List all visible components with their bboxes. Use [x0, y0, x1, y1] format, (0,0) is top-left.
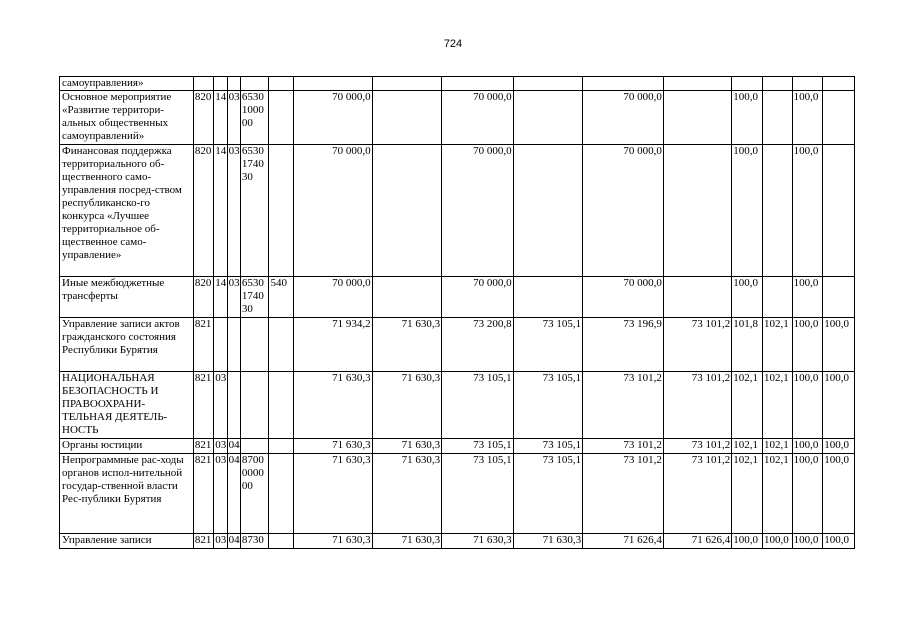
- section-code: 03: [214, 534, 227, 549]
- target-article-code: [240, 77, 269, 91]
- amount-6: [663, 145, 731, 277]
- percent-1: 102,1: [732, 454, 763, 534]
- expense-type-code: [269, 91, 294, 145]
- amount-4: 73 105,1: [513, 318, 582, 372]
- table-row: [60, 454, 855, 534]
- percent-2: [762, 145, 792, 277]
- amount-4: 73 105,1: [513, 372, 582, 439]
- amount-2: 71 630,3: [372, 318, 441, 372]
- admin-code: 820: [193, 145, 213, 277]
- amount-4: [513, 77, 582, 91]
- amount-6: 73 101,2: [663, 372, 731, 439]
- table-row: [60, 145, 855, 277]
- percent-4: 100,0: [823, 372, 855, 439]
- amount-1: 70 000,0: [293, 277, 372, 318]
- amount-3: 73 105,1: [442, 372, 514, 439]
- percent-3: 100,0: [792, 372, 823, 439]
- table-row: [60, 372, 855, 439]
- section-code: 14: [214, 91, 227, 145]
- amount-5: 70 000,0: [583, 277, 664, 318]
- expense-type-code: [269, 372, 294, 439]
- amount-2: 71 630,3: [372, 454, 441, 534]
- amount-5: [583, 77, 664, 91]
- amount-4: 71 630,3: [513, 534, 582, 549]
- percent-4: [823, 77, 855, 91]
- percent-1: 100,0: [732, 145, 763, 277]
- table-row: [60, 534, 855, 549]
- amount-2: [372, 277, 441, 318]
- subsection-code: 03: [227, 145, 240, 277]
- table-row: [60, 439, 855, 454]
- percent-1: [732, 77, 763, 91]
- percent-4: [823, 91, 855, 145]
- amount-6: [663, 91, 731, 145]
- target-article-code: 8730: [240, 534, 269, 549]
- section-code: 03: [214, 454, 227, 534]
- section-code: [214, 77, 227, 91]
- subsection-code: [227, 77, 240, 91]
- subsection-code: 03: [227, 277, 240, 318]
- amount-6: 73 101,2: [663, 318, 731, 372]
- amount-3: 73 200,8: [442, 318, 514, 372]
- percent-2: [762, 277, 792, 318]
- percent-3: 100,0: [792, 91, 823, 145]
- amount-5: 73 196,9: [583, 318, 664, 372]
- percent-2: [762, 91, 792, 145]
- amount-5: 73 101,2: [583, 454, 664, 534]
- amount-2: 71 630,3: [372, 372, 441, 439]
- amount-5: 73 101,2: [583, 439, 664, 454]
- amount-4: [513, 91, 582, 145]
- admin-code: 821: [193, 454, 213, 534]
- target-article-code: [240, 439, 269, 454]
- section-code: 14: [214, 277, 227, 318]
- target-article-code: 6530 1740 30: [240, 277, 269, 318]
- amount-1: 70 000,0: [293, 91, 372, 145]
- percent-2: 102,1: [762, 439, 792, 454]
- percent-2: 102,1: [762, 318, 792, 372]
- admin-code: 821: [193, 318, 213, 372]
- row-name: Финансовая поддержка территориального об-щественного само-управления посред-ством республиканско-го конкурса «Лучшее территориальное об-щественное само-управление»: [60, 145, 194, 277]
- percent-4: 100,0: [823, 454, 855, 534]
- amount-3: 71 630,3: [442, 534, 514, 549]
- amount-5: 73 101,2: [583, 372, 664, 439]
- table-row: [60, 91, 855, 145]
- subsection-code: 03: [227, 91, 240, 145]
- percent-1: 100,0: [732, 277, 763, 318]
- page-number: 724: [443, 38, 463, 50]
- expense-type-code: [269, 534, 294, 549]
- percent-4: 100,0: [823, 318, 855, 372]
- expense-type-code: 540: [269, 277, 294, 318]
- section-code: 03: [214, 439, 227, 454]
- amount-3: 70 000,0: [442, 145, 514, 277]
- amount-2: [372, 77, 441, 91]
- percent-1: 100,0: [732, 91, 763, 145]
- section-code: [214, 318, 227, 372]
- row-name: Органы юстиции: [60, 439, 194, 454]
- subsection-code: 04: [227, 439, 240, 454]
- row-name: Иные межбюджетные трансферты: [60, 277, 194, 318]
- subsection-code: 04: [227, 534, 240, 549]
- amount-6: 73 101,2: [663, 454, 731, 534]
- section-code: 03: [214, 372, 227, 439]
- percent-1: 100,0: [732, 534, 763, 549]
- percent-4: [823, 277, 855, 318]
- amount-6: 71 626,4: [663, 534, 731, 549]
- expense-type-code: [269, 454, 294, 534]
- expense-type-code: [269, 439, 294, 454]
- admin-code: 821: [193, 534, 213, 549]
- target-article-code: 8700 0000 00: [240, 454, 269, 534]
- amount-1: 71 630,3: [293, 372, 372, 439]
- budget-table: [59, 76, 855, 549]
- amount-6: [663, 77, 731, 91]
- table-row: [60, 318, 855, 372]
- row-name: Управление записи: [60, 534, 194, 549]
- amount-2: [372, 145, 441, 277]
- admin-code: 820: [193, 277, 213, 318]
- expense-type-code: [269, 77, 294, 91]
- target-article-code: [240, 318, 269, 372]
- table-row: [60, 277, 855, 318]
- amount-3: 70 000,0: [442, 277, 514, 318]
- percent-4: [823, 145, 855, 277]
- admin-code: [193, 77, 213, 91]
- amount-1: 71 630,3: [293, 534, 372, 549]
- subsection-code: [227, 372, 240, 439]
- section-code: 14: [214, 145, 227, 277]
- percent-3: 100,0: [792, 318, 823, 372]
- amount-1: 71 630,3: [293, 454, 372, 534]
- amount-5: 71 626,4: [583, 534, 664, 549]
- amount-4: [513, 277, 582, 318]
- percent-4: 100,0: [823, 534, 855, 549]
- row-name: Непрограммные рас-ходы органов испол-нительной государ-ственной власти Рес-публики Бурятия: [60, 454, 194, 534]
- amount-1: 70 000,0: [293, 145, 372, 277]
- amount-3: 70 000,0: [442, 91, 514, 145]
- target-article-code: 6530 1740 30: [240, 145, 269, 277]
- subsection-code: 04: [227, 454, 240, 534]
- percent-1: 102,1: [732, 439, 763, 454]
- expense-type-code: [269, 318, 294, 372]
- row-name: Управление записи актов гражданского состояния Республики Бурятия: [60, 318, 194, 372]
- percent-2: 102,1: [762, 454, 792, 534]
- row-name: НАЦИОНАЛЬНАЯ БЕЗОПАСНОСТЬ И ПРАВООХРАНИ-ТЕЛЬНАЯ ДЕЯТЕЛЬ-НОСТЬ: [60, 372, 194, 439]
- percent-3: [792, 77, 823, 91]
- amount-5: 70 000,0: [583, 91, 664, 145]
- percent-1: 101,8: [732, 318, 763, 372]
- table-row: [60, 77, 855, 91]
- percent-2: 100,0: [762, 534, 792, 549]
- row-name: Основное мероприятие «Развитие территори-альных общественных самоуправлений»: [60, 91, 194, 145]
- amount-2: 71 630,3: [372, 439, 441, 454]
- target-article-code: [240, 372, 269, 439]
- amount-3: [442, 77, 514, 91]
- amount-2: 71 630,3: [372, 534, 441, 549]
- amount-6: [663, 277, 731, 318]
- percent-3: 100,0: [792, 534, 823, 549]
- amount-1: [293, 77, 372, 91]
- admin-code: 821: [193, 439, 213, 454]
- percent-2: 102,1: [762, 372, 792, 439]
- percent-3: 100,0: [792, 454, 823, 534]
- amount-1: 71 934,2: [293, 318, 372, 372]
- amount-4: 73 105,1: [513, 439, 582, 454]
- subsection-code: [227, 318, 240, 372]
- amount-1: 71 630,3: [293, 439, 372, 454]
- amount-4: 73 105,1: [513, 454, 582, 534]
- amount-2: [372, 91, 441, 145]
- percent-3: 100,0: [792, 439, 823, 454]
- percent-3: 100,0: [792, 277, 823, 318]
- percent-3: 100,0: [792, 145, 823, 277]
- percent-4: 100,0: [823, 439, 855, 454]
- amount-4: [513, 145, 582, 277]
- amount-3: 73 105,1: [442, 439, 514, 454]
- row-name: самоуправления»: [60, 77, 194, 91]
- percent-1: 102,1: [732, 372, 763, 439]
- percent-2: [762, 77, 792, 91]
- admin-code: 821: [193, 372, 213, 439]
- amount-6: 73 101,2: [663, 439, 731, 454]
- target-article-code: 6530 1000 00: [240, 91, 269, 145]
- expense-type-code: [269, 145, 294, 277]
- amount-3: 73 105,1: [442, 454, 514, 534]
- amount-5: 70 000,0: [583, 145, 664, 277]
- admin-code: 820: [193, 91, 213, 145]
